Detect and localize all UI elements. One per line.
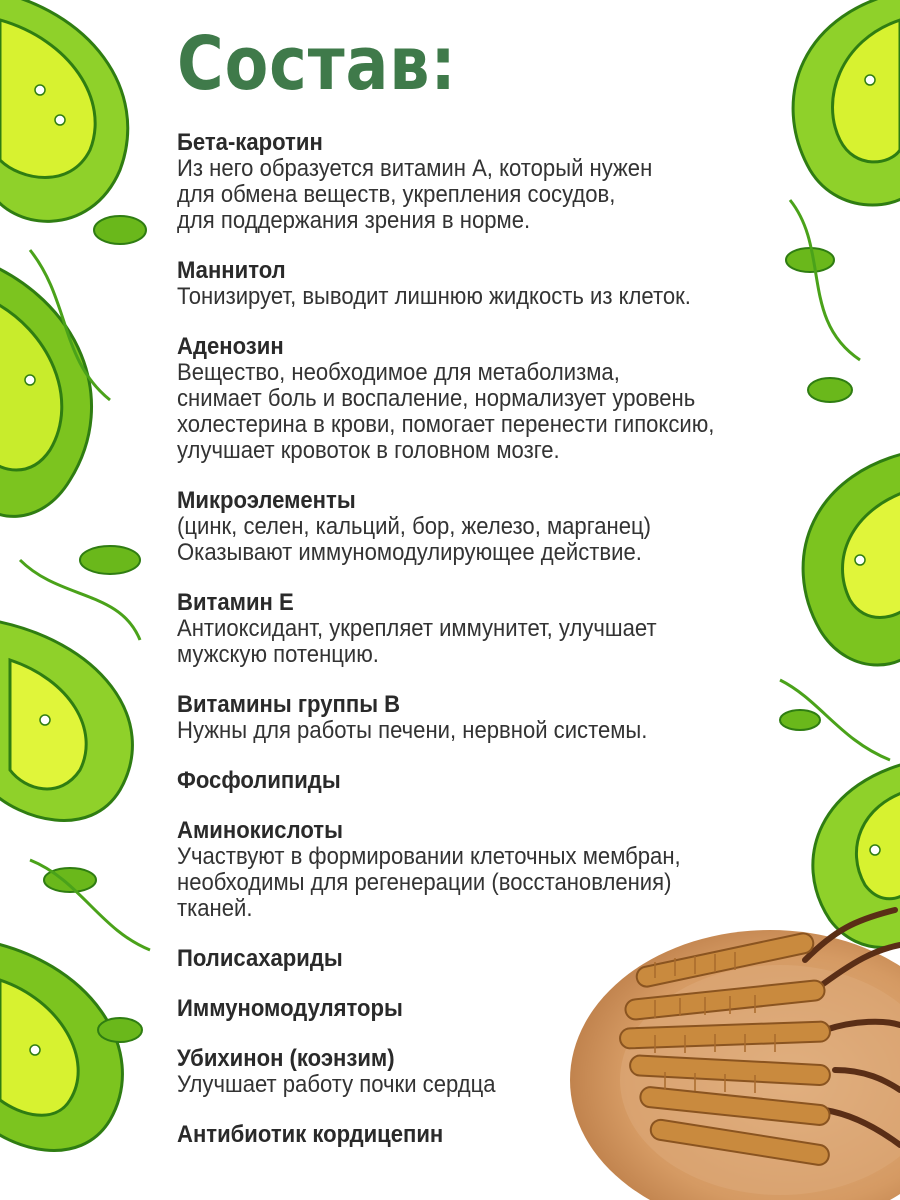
ingredient-item [177, 1122, 787, 1148]
ingredient-item [177, 818, 787, 922]
ingredient-description: (цинк, селен, кальций, бор, железо, марганец) Оказывают иммуномодулирующее действие. [177, 513, 652, 566]
ingredient-description: Участвуют в формировании клеточных мембран, необходимы для регенерации (восстановления) тканей. [177, 843, 681, 922]
ingredient-name: Аденозин [177, 333, 284, 360]
ingredient-description: Улучшает работу почки сердца [177, 1071, 496, 1098]
ingredient-item [177, 258, 787, 310]
ingredient-description: Вещество, необходимое для метаболизма, снимает боль и воспаление, нормализует уровень холестерина в крови, помогает перенести гипоксию, улучшает кровоток в головном мозге. [177, 359, 715, 464]
ingredient-name: Антибиотик кордицепин [177, 1121, 444, 1148]
ingredient-description: Тонизирует, выводит лишнюю жидкость из клеток. [177, 283, 691, 310]
ingredient-item [177, 1046, 787, 1098]
ingredient-item [177, 334, 787, 464]
ingredient-name: Витамин Е [177, 589, 294, 616]
ingredient-item [177, 768, 787, 794]
ingredient-name: Бета-каротин [177, 129, 323, 156]
ingredient-name: Иммуномодуляторы [177, 995, 403, 1022]
ingredient-name: Фосфолипиды [177, 767, 341, 794]
ingredient-name: Маннитол [177, 257, 286, 284]
ingredient-name: Убихинон (коэнзим) [177, 1045, 395, 1072]
ingredient-item [177, 590, 787, 668]
ingredient-item [177, 488, 787, 566]
ingredient-description: Антиоксидант, укрепляет иммунитет, улучшает мужскую потенцию. [177, 615, 657, 668]
ingredient-name: Витамины группы В [177, 691, 401, 718]
ingredient-name: Микроэлементы [177, 487, 356, 514]
ingredient-item [177, 996, 787, 1022]
ingredient-name: Полисахариды [177, 945, 343, 972]
left-paisley-ornament [0, 0, 160, 1200]
ingredient-description: Нужны для работы печени, нервной системы. [177, 717, 648, 744]
composition-section [177, 22, 787, 1172]
page-title: Состав: [177, 21, 457, 107]
ingredient-name: Аминокислоты [177, 817, 343, 844]
ingredient-item [177, 130, 787, 234]
ingredient-item [177, 692, 787, 744]
ingredient-item [177, 946, 787, 972]
ingredient-list [177, 130, 787, 1148]
ingredient-description: Из него образуется витамин А, который нужен для обмена веществ, укрепления сосудов, для поддержания зрения в норме. [177, 155, 653, 234]
